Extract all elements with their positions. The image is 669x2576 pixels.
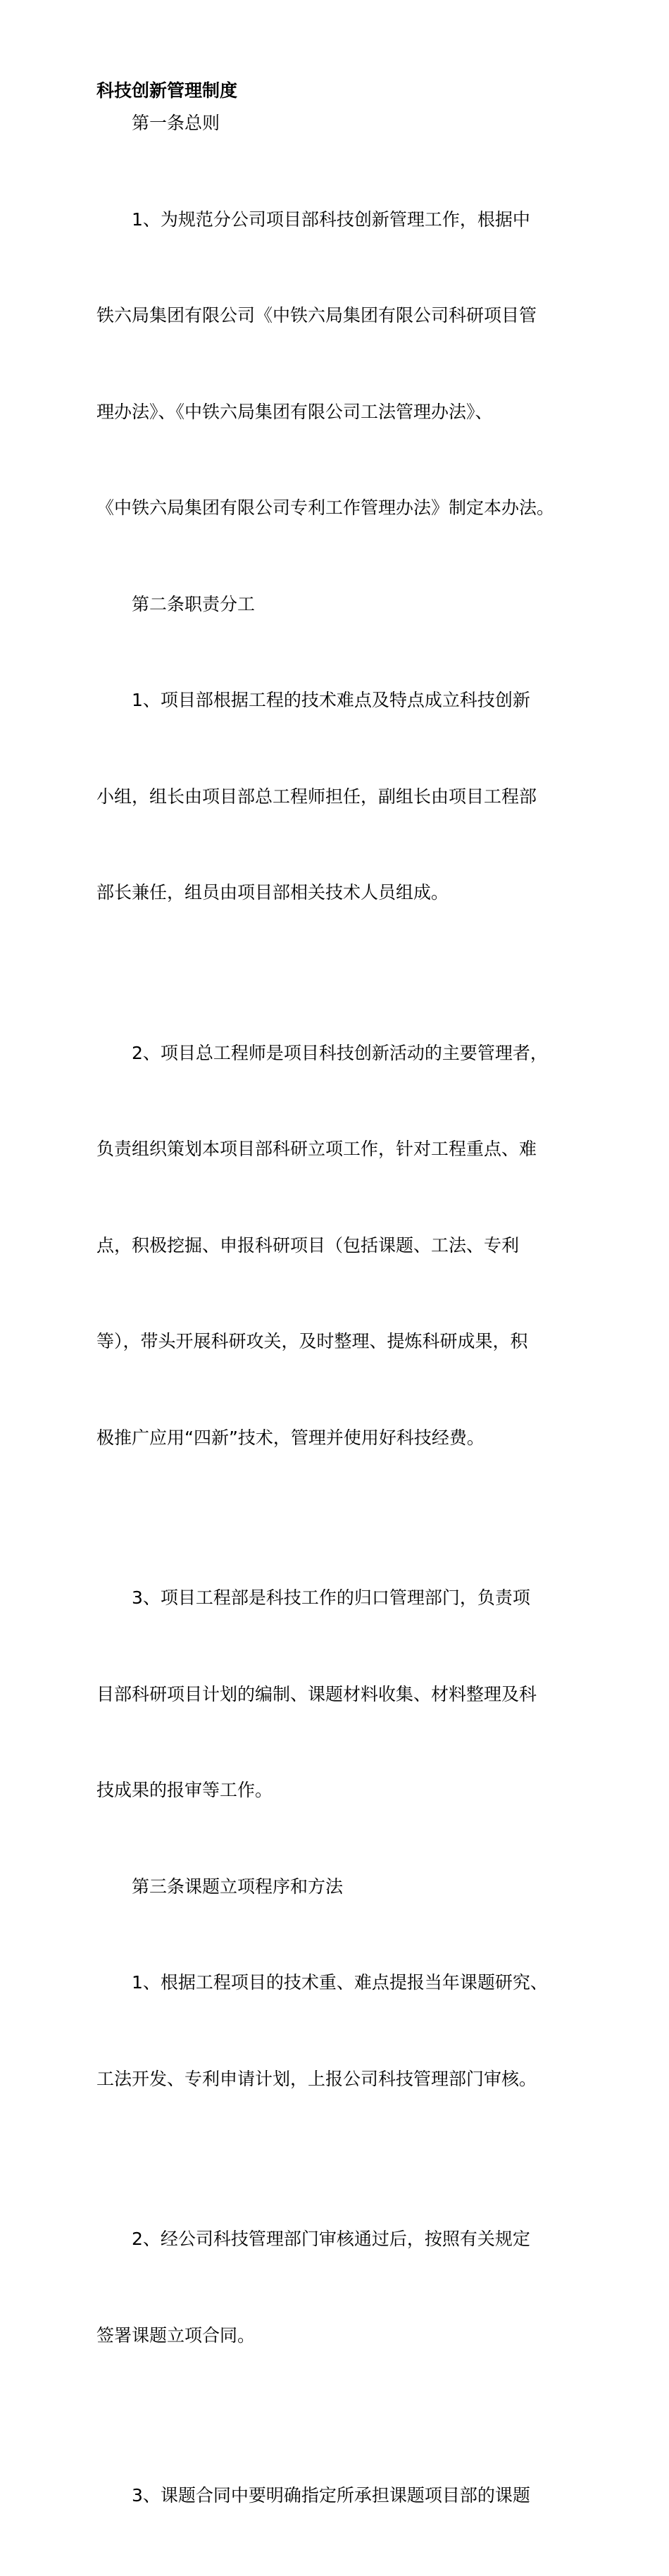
paragraph [96,973,589,1518]
paragraph-line: 技成果的报审等工作。 [96,1780,273,1800]
paragraph-line: 1、项目部根据工程的技术难点及特点成立科技创新 [132,690,530,710]
paragraph-line: 小组，组长由项目部总工程师担任，副组长由项目工程部 [96,786,537,807]
section-heading-2: 第二条职责分工 [132,593,256,614]
paragraph-line: 目部科研项目计划的编制、课题材料收集、材料整理及科 [96,1683,537,1704]
paragraph [96,1518,589,1871]
paragraph-line: 《中铁六局集团有限公司专利工作管理办法》制定本办法。 [96,497,555,518]
section-heading-1: 第一条总则 [132,113,220,133]
paragraph-line: 3、项目工程部是科技工作的归口管理部门，负责项 [132,1587,530,1608]
paragraph [96,140,589,588]
paragraph-line: 工法开发、专利申请计划，上报公司科技管理部门审核。 [96,2068,537,2089]
paragraph-line: 3、课题合同中要明确指定所承担课题项目部的课题 [132,2485,530,2506]
paragraph-line: 1、为规范分公司项目部科技创新管理工作，根据中 [132,209,530,230]
section-heading-3: 第三条课题立项程序和方法 [132,1876,344,1897]
paragraph-line: 极推广应用“四新”技术，管理并使用好科技经费。 [96,1427,484,1448]
document-title: 科技创新管理制度 [96,80,238,101]
paragraph-line: 部长兼任，组员由项目部相关技术人员组成。 [96,882,449,903]
paragraph-line: 负责组织策划本项目部科研立项工作，针对工程重点、难 [96,1139,537,1159]
paragraph-line: 2、经公司科技管理部门审核通过后，按照有关规定 [132,2229,530,2249]
paragraph [96,2415,589,2576]
paragraph-line: 铁六局集团有限公司《中铁六局集团有限公司科研项目管 [96,305,537,326]
paragraph-line: 签署课题立项合同。 [96,2324,256,2346]
document-page [96,75,589,2576]
paragraph-line: 等），带头开展科研攻关，及时整理、提炼科研成果，积 [96,1331,528,1351]
paragraph-line: 理办法》、《中铁六局集团有限公司工法管理办法》、 [96,401,493,422]
paragraph-line: 1、根据工程项目的技术重、难点提报当年课题研究、 [132,1972,548,1993]
paragraph-line: 2、项目总工程师是项目科技创新活动的主要管理者， [132,1042,548,1063]
paragraph-line: 点，积极挖掘、申报科研项目（包括课题、工法、专利 [96,1234,520,1256]
paragraph [96,620,589,973]
paragraph [96,2159,589,2415]
paragraph [96,1902,589,2159]
